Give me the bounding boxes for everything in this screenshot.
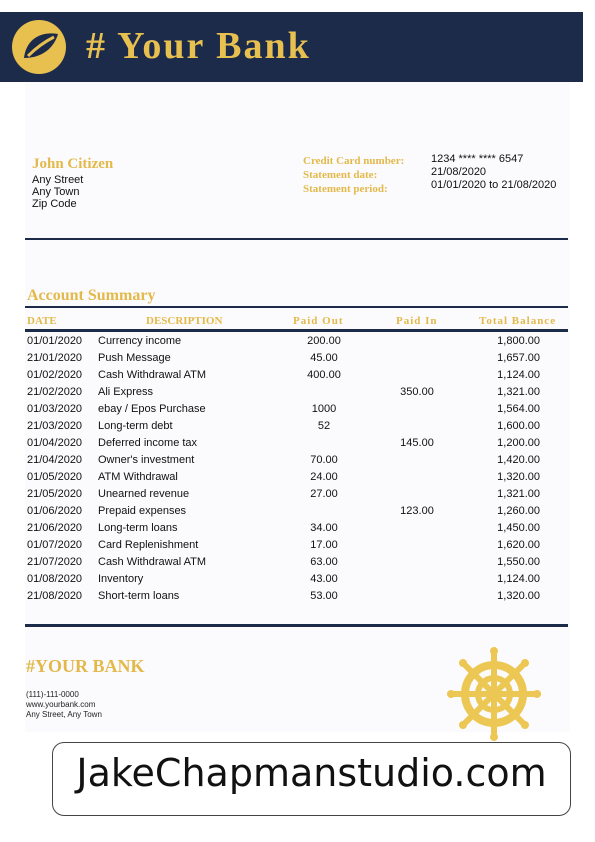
- cell-date: 01/08/2020: [27, 573, 83, 585]
- cell-date: 01/01/2020: [27, 335, 83, 347]
- cell-date: 21/07/2020: [27, 556, 83, 568]
- cell-balance: 1,200.00: [497, 437, 540, 449]
- table-row: [27, 573, 567, 590]
- cell-description: Long-term loans: [98, 522, 178, 534]
- statement-date-value: 21/08/2020: [431, 166, 487, 178]
- table-row: [27, 488, 567, 505]
- table-row: [27, 539, 567, 556]
- column-header-total-balance: Total Balance: [479, 315, 557, 327]
- cell-description: Long-term debt: [98, 420, 173, 432]
- table-row: [27, 471, 567, 488]
- cell-balance: 1,600.00: [497, 420, 540, 432]
- cell-description: ebay / Epos Purchase: [98, 403, 206, 415]
- footer-phone: (111)-111-0000: [26, 690, 79, 699]
- customer-address-line: Zip Code: [32, 198, 77, 210]
- column-header-date: DATE: [27, 315, 57, 327]
- cell-date: 01/02/2020: [27, 369, 83, 381]
- cell-paid-out: 63.00: [310, 556, 338, 568]
- cell-date: 01/05/2020: [27, 471, 83, 483]
- footer-brand: #YOUR BANK: [26, 656, 145, 676]
- cell-balance: 1,320.00: [497, 471, 540, 483]
- cell-paid-out: 52: [317, 420, 331, 432]
- table-row: [27, 454, 567, 471]
- cell-description: Owner's investment: [98, 454, 195, 466]
- cell-date: 21/06/2020: [27, 522, 83, 534]
- statement-period-value: 01/01/2020 to 21/08/2020: [431, 179, 557, 191]
- table-row: [27, 522, 567, 539]
- watermark-text: JakeChapmanstudio.com: [76, 751, 547, 795]
- statement-date-label: Statement date:: [303, 169, 378, 181]
- cell-balance: 1,420.00: [497, 454, 540, 466]
- column-header-paid-out: Paid Out: [293, 315, 344, 327]
- table-row: [27, 386, 567, 403]
- cell-paid-out: 34.00: [310, 522, 338, 534]
- cell-date: 21/04/2020: [27, 454, 83, 466]
- cell-description: Deferred income tax: [98, 437, 198, 449]
- column-header-description: DESCRIPTION: [146, 315, 223, 327]
- cell-description: ATM Withdrawal: [98, 471, 178, 483]
- account-summary-title: Account Summary: [27, 287, 156, 304]
- cell-balance: 1,124.00: [497, 573, 540, 585]
- cell-balance: 1,320.00: [497, 590, 540, 602]
- cell-description: Card Replenishment: [98, 539, 199, 551]
- cell-balance: 1,321.00: [497, 488, 540, 500]
- divider: [25, 238, 568, 240]
- cell-description: Ali Express: [98, 386, 154, 398]
- table-row: [27, 590, 567, 607]
- column-header-paid-in: Paid In: [396, 315, 438, 327]
- cell-date: 21/05/2020: [27, 488, 83, 500]
- table-row: [27, 420, 567, 437]
- cell-date: 21/03/2020: [27, 420, 83, 432]
- bank-logo-icon: [10, 18, 68, 76]
- customer-address-line: Any Street: [32, 174, 84, 186]
- customer-name: John Citizen: [32, 156, 114, 172]
- table-row: [27, 556, 567, 573]
- cell-balance: 1,800.00: [497, 335, 540, 347]
- cell-balance: 1,260.00: [497, 505, 540, 517]
- cell-balance: 1,124.00: [497, 369, 540, 381]
- cell-balance: 1,321.00: [497, 386, 540, 398]
- cell-paid-out: 400.00: [307, 369, 341, 381]
- table-row: [27, 352, 567, 369]
- table-row: [27, 403, 567, 420]
- cell-date: 01/03/2020: [27, 403, 83, 415]
- cell-balance: 1,620.00: [497, 539, 540, 551]
- ship-wheel-icon: [446, 646, 542, 742]
- customer-address-line: Any Town: [32, 186, 80, 198]
- cell-description: Push Message: [98, 352, 171, 364]
- cell-paid-out: 70.00: [310, 454, 338, 466]
- statement-period-label: Statement period:: [303, 183, 388, 195]
- cell-description: Short-term loans: [98, 590, 180, 602]
- cell-paid-in: 350.00: [400, 386, 434, 398]
- cell-paid-out: 24.00: [310, 471, 338, 483]
- divider: [25, 329, 568, 332]
- table-row: [27, 369, 567, 386]
- cell-paid-out: 27.00: [310, 488, 338, 500]
- table-row: [27, 505, 567, 522]
- cell-paid-out: 45.00: [310, 352, 338, 364]
- divider: [25, 306, 568, 308]
- cell-description: Cash Withdrawal ATM: [98, 556, 206, 568]
- cell-description: Prepaid expenses: [98, 505, 187, 517]
- cell-description: Inventory: [98, 573, 144, 585]
- footer-website: www.yourbank.com: [26, 700, 96, 709]
- cell-paid-out: 53.00: [310, 590, 338, 602]
- cell-paid-out: 17.00: [310, 539, 338, 551]
- cell-date: 01/06/2020: [27, 505, 83, 517]
- cell-description: Unearned revenue: [98, 488, 190, 500]
- cell-paid-out: 200.00: [307, 335, 341, 347]
- bank-header: [0, 12, 583, 82]
- cell-description: Cash Withdrawal ATM: [98, 369, 206, 381]
- cell-date: 01/07/2020: [27, 539, 83, 551]
- cell-date: 21/08/2020: [27, 590, 83, 602]
- cell-date: 21/02/2020: [27, 386, 83, 398]
- cell-balance: 1,550.00: [497, 556, 540, 568]
- table-row: [27, 335, 567, 352]
- watermark-box: [52, 742, 571, 816]
- cell-date: 01/04/2020: [27, 437, 83, 449]
- cell-balance: 1,657.00: [497, 352, 540, 364]
- cell-description: Currency income: [98, 335, 182, 347]
- footer-address: Any Street, Any Town: [26, 710, 102, 719]
- card-number-label: Credit Card number:: [303, 155, 405, 167]
- cell-date: 21/01/2020: [27, 352, 83, 364]
- divider: [25, 624, 568, 627]
- card-number-value: 1234 **** **** 6547: [431, 153, 524, 165]
- cell-paid-in: 123.00: [400, 505, 434, 517]
- cell-balance: 1,450.00: [497, 522, 540, 534]
- cell-paid-in: 145.00: [400, 437, 434, 449]
- table-row: [27, 437, 567, 454]
- cell-paid-out: 1000: [311, 403, 337, 415]
- cell-balance: 1,564.00: [497, 403, 540, 415]
- bank-title: # Your Bank: [86, 25, 311, 67]
- cell-paid-out: 43.00: [310, 573, 338, 585]
